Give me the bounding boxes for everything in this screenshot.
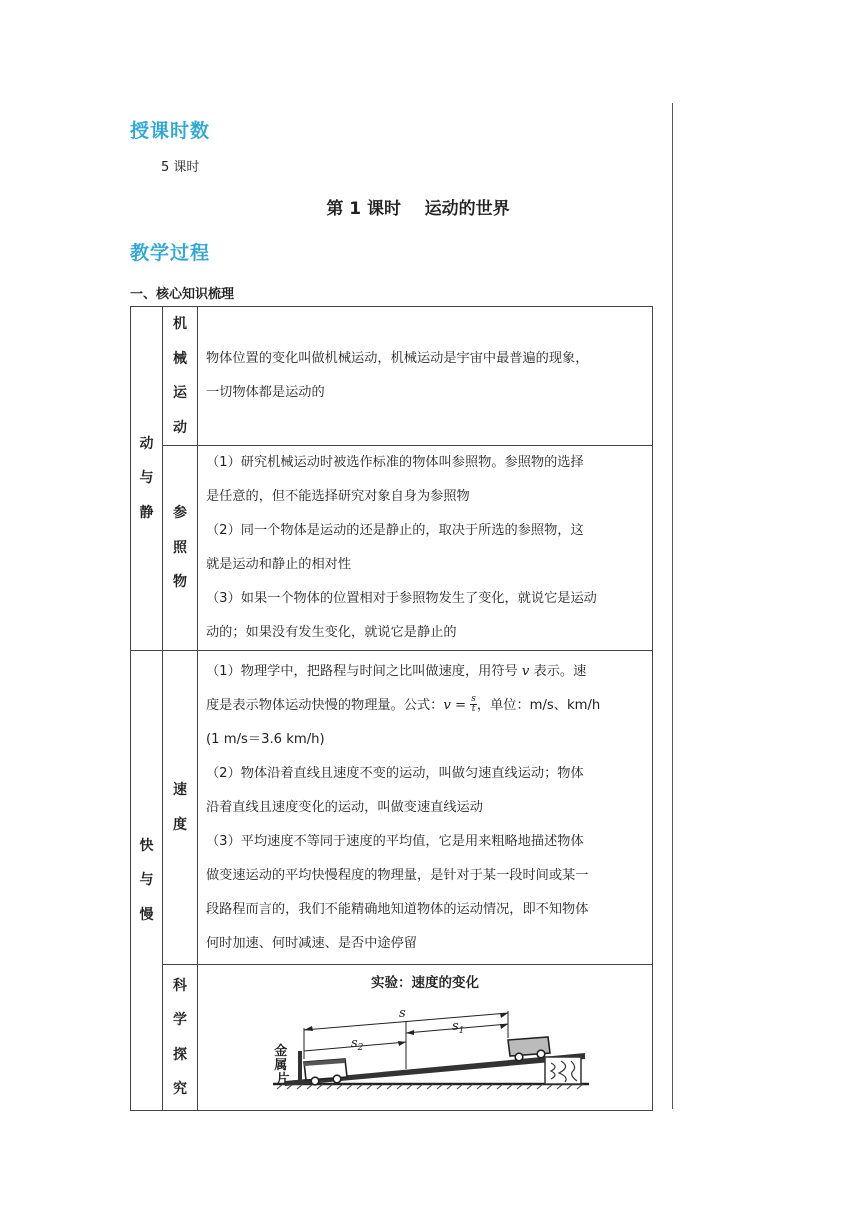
content-line: 何时加速、何时减速、是否中途停留: [206, 935, 417, 951]
section-title: 一、核心知识梳理: [130, 287, 235, 302]
content-line: （1）研究机械运动时被选作标准的物体叫参照物。参照物的选择: [206, 455, 584, 470]
content-line: 做变速运动的平均快慢程度的物理量，是针对于某一段时间或某一: [206, 867, 589, 883]
content-line: (1 m/s＝3.6 km/h): [206, 731, 325, 747]
topic-cell: [163, 965, 198, 1111]
topic-label: 机械运动: [173, 316, 187, 436]
group-label: 动与静: [139, 435, 154, 521]
content-line: （2）同一个物体是运动的还是静止的，取决于所选的参照物，这: [206, 523, 584, 538]
right-margin-rule: [672, 103, 673, 1109]
knowledge-table: [130, 306, 653, 1111]
process-heading: 教学过程: [130, 242, 211, 264]
label-s2: $s_2$: [351, 1036, 364, 1053]
content-line: （3）平均速度不等同于速度的平均值，它是用来粗略地描述物体: [206, 833, 584, 849]
content-cell: [198, 446, 653, 651]
content-line: 物体位置的变化叫做机械运动，机械运动是宇宙中最普遍的现象，: [206, 351, 589, 366]
group-label: 快与慢: [139, 837, 154, 923]
table-row: [131, 307, 653, 446]
content-line: 一切物体都是运动的: [206, 385, 325, 400]
topic-cell: [163, 446, 198, 651]
group-label-cell: [131, 307, 163, 651]
table-row: [131, 965, 653, 1111]
topic-cell: [163, 651, 198, 965]
topic-label: 参照物: [173, 505, 187, 591]
content-line: （3）如果一个物体的位置相对于参照物发生了变化，就说它是运动: [206, 591, 597, 606]
lesson-title: 第 1 课时 运动的世界: [326, 199, 510, 219]
group-label-cell: [131, 651, 163, 1111]
content-line: （1）物理学中，把路程与时间之比叫做速度，用符号 v 表示。速: [206, 663, 587, 679]
content-line: 度是表示物体运动快慢的物理量。公式：v = $\frac{s}{t}$ ，单位：m/s、km/h: [206, 694, 601, 714]
label-s: s: [399, 1006, 406, 1021]
table-row: [131, 446, 653, 651]
table-row: [131, 651, 653, 965]
topic-label: 科学探究: [173, 977, 187, 1097]
label-s1: $s_1$: [452, 1019, 465, 1036]
content-line: 是任意的，但不能选择研究对象自身为参照物: [206, 489, 470, 504]
content-line: 段路程而言的，我们不能精确地知道物体的运动情况，即不知物体: [206, 901, 589, 917]
content-line: （2）物体沿着直线且速度不变的运动，叫做匀速直线运动；物体: [206, 765, 584, 781]
content-line: 动的；如果没有发生变化，就说它是静止的: [206, 625, 457, 640]
experiment-cell: [198, 965, 653, 1111]
topic-cell: [163, 307, 198, 446]
symbol-v: v: [521, 663, 530, 679]
incline-diagram: [205, 993, 645, 1097]
content-line: 沿着直线且速度变化的运动，叫做变速直线运动: [206, 799, 483, 815]
experiment-title: 实验：速度的变化: [371, 975, 479, 991]
content-cell: [198, 651, 653, 965]
formula-fraction: $\frac{s}{t}$: [471, 694, 476, 714]
content-cell: [198, 307, 653, 446]
topic-label: 速度: [173, 782, 187, 833]
teaching-hours-heading: 授课时数: [130, 120, 211, 142]
teaching-hours-value: 5 课时: [161, 160, 200, 175]
content-line: 就是运动和静止的相对性: [206, 557, 352, 572]
formula: v =: [443, 697, 471, 713]
metal-plate-label: 金 属 片: [274, 1044, 290, 1087]
